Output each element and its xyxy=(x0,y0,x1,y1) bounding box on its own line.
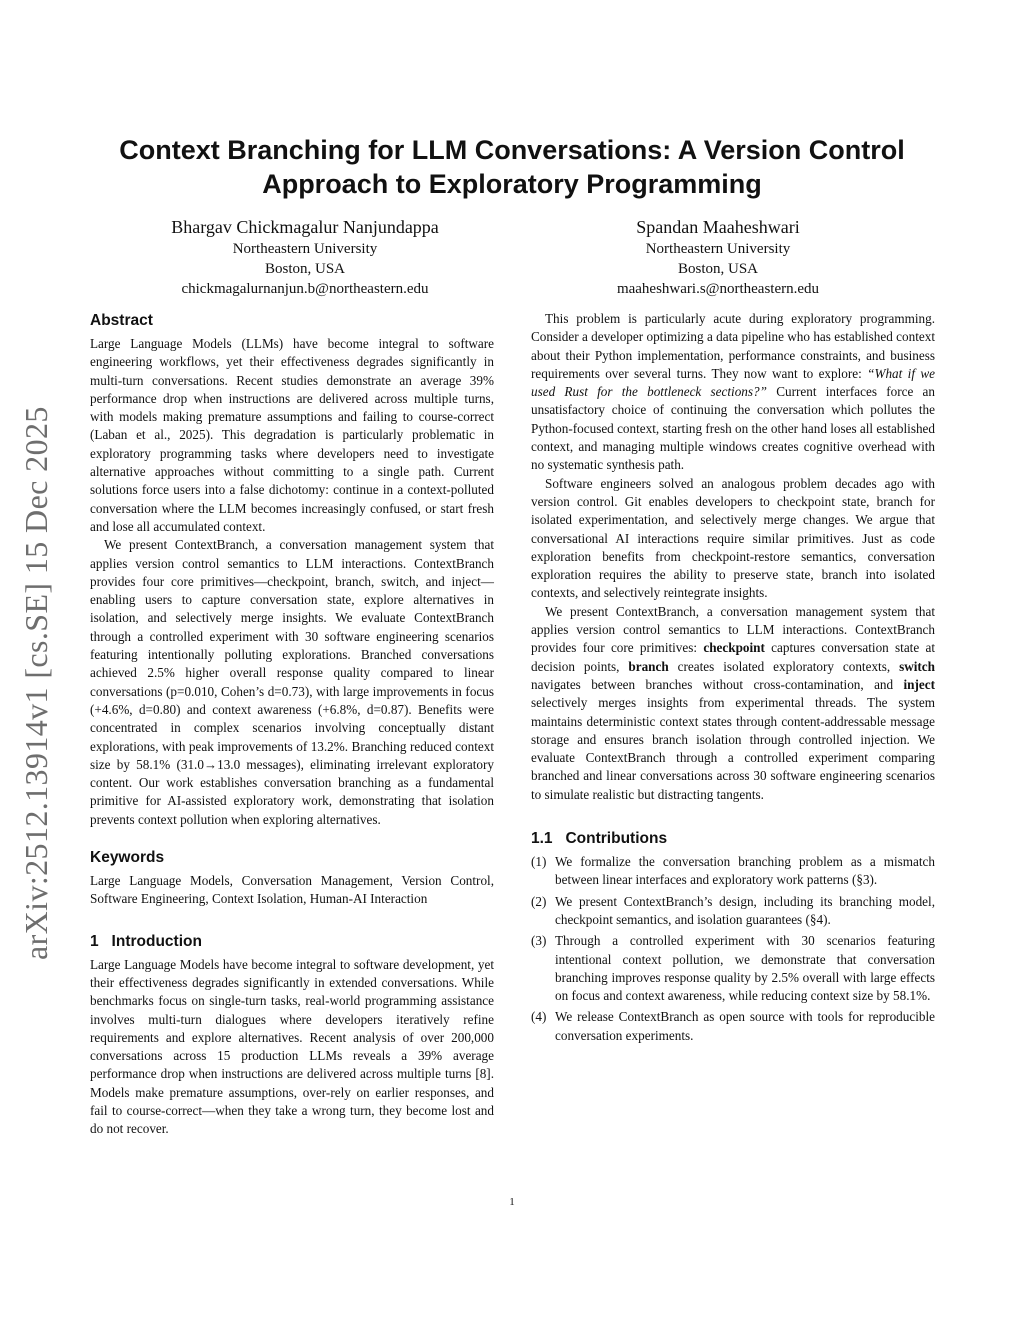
author-block xyxy=(110,215,500,299)
arxiv-identifier-stamp: arXiv:2512.13914v1 [cs.SE] 15 Dec 2025 xyxy=(18,406,54,960)
primitive-keyword: switch xyxy=(899,658,935,674)
keywords-text: Large Language Models, Conversation Management, Version Control, Software Engineering, Context Isolation, Human-AI Interaction xyxy=(90,873,494,907)
primitive-keyword: branch xyxy=(628,658,669,674)
primitive-keyword: checkpoint xyxy=(703,640,765,656)
contributions-heading xyxy=(531,828,935,850)
section-title: Introduction xyxy=(111,932,202,950)
quoted-question: “What if we used Rust for the bottleneck sections?” xyxy=(531,365,935,400)
author-affiliation: Northeastern University xyxy=(232,241,378,257)
right-column xyxy=(531,310,935,1048)
contributions-list xyxy=(531,853,935,1045)
list-item-text: We release ContextBranch as open source with tools for reproducible conversation experiments. xyxy=(555,1009,935,1043)
list-marker: (1) xyxy=(531,854,547,870)
list-item xyxy=(531,932,935,1005)
introduction-paragraph: We present ContextBranch, a conversation management system that applies version control semantics to LLM interactions. ContextBranch provides four core primitives: checkpoint captures conversation state at decision points, branch creates isolated exploratory contexts, switch navigates between branches without cross-contamination, and inject selectively merges insights from experimental threads. The system maintains deterministic context states through content-addressable message storage and ensures branch isolation through controlled injection. We evaluate ContextBranch through a controlled experiment comparing branched and linear conversations across 30 software engineering scenarios to simulate realistic but distracting tangents. xyxy=(531,603,935,802)
introduction-paragraph: Software engineers solved an analogous problem decades ago with version control. Git enables developers to checkpoint state, branch for isolated experimentation, and selectively merge changes. We argue that conversational AI interactions require similar primitives. Just as code exploration benefits from checkpoint-restore semantics, conversation exploration requires the ability to preserve state, branch into isolated contexts, and selectively reintegrate insights. xyxy=(531,475,935,601)
author-name: Spandan Maaheshwari xyxy=(636,217,800,237)
list-marker: (3) xyxy=(531,933,547,949)
keywords-heading: Keywords xyxy=(90,849,165,867)
list-item xyxy=(531,853,935,890)
list-item xyxy=(531,893,935,930)
list-item-text: Through a controlled experiment with 30 scenarios featuring intentional context pollution, we demonstrate that conversation branching improves response quality by 2.5% overall with large effects on focus and context awareness, while reducing context size by 58.1%. xyxy=(555,933,935,1004)
section-title: Contributions xyxy=(565,830,668,848)
abstract-paragraph: We present ContextBranch, a conversation management system that applies version control semantics to LLM interactions. ContextBranch provides four core primitives—checkpoint, branch, switch, and inject—enabling users to capture conversation state, explore alternatives in isolation, and selectively merge insights. We evaluate ContextBranch through a controlled experiment with 30 software engineering scenarios featuring intentionally polluting explorations. Branched conversations achieved 2.5% higher overall response quality compared to linear conversations (p=0.010, Cohen’s d=0.73), with large improvements in focus (+4.6%, d=0.80) and context awareness (+6.8%, d=0.87). Benefits were concentrated in complex scenarios involving conceptually distant explorations, with peak improvements of 13.2%. Branching reduced context size by 58.1% (31.0→13.0 messages), eliminating irrelevant exploratory content. Our work establishes conversation branching as a fundamental primitive for AI-assisted exploratory work, demonstrating that isolation prevents context pollution when exploring alternatives. xyxy=(90,537,494,827)
author-affiliation: Northeastern University xyxy=(645,241,791,257)
author-block xyxy=(580,215,856,299)
section-number: 1.1 xyxy=(531,830,553,848)
list-item-text: We formalize the conversation branching problem as a mismatch between linear interfaces and exploratory work patterns (§3). xyxy=(555,854,935,888)
author-location: Boston, USA xyxy=(677,261,759,277)
introduction-heading xyxy=(90,931,494,953)
page-number: 1 xyxy=(509,1196,515,1208)
section-number: 1 xyxy=(90,932,99,950)
left-column xyxy=(90,310,494,1139)
list-item xyxy=(531,1008,935,1045)
introduction-paragraph: This problem is particularly acute during exploratory programming. Consider a developer optimizing a data pipeline who has established context about their Python implementation, performance constraints, and business requirements over several turns. They now want to explore: “What if we used Rust for the bottleneck sections?” Current interfaces force an unsatisfactory choice of continuing the conversation which pollutes the Python-focused context, starting fresh on the other hand loses all established context, and managing multiple windows creates cognitive overhead with no systematic synthesis path. xyxy=(531,311,935,473)
abstract-heading: Abstract xyxy=(90,312,153,329)
list-marker: (2) xyxy=(531,893,547,909)
paper-title: Context Branching for LLM Conversations: A Version Control Approach to Exploratory Programming xyxy=(119,135,905,199)
author-name: Bhargav Chickmagalur Nanjundappa xyxy=(171,217,439,237)
list-marker: (4) xyxy=(531,1009,547,1025)
author-location: Boston, USA xyxy=(264,261,346,277)
abstract-paragraph: Large Language Models (LLMs) have become integral to software engineering workflows, yet their effectiveness degrades significantly in multi-turn conversations. Recent studies demonstrate an average 39% performance drop when instructions are delivered across multiple turns, with models making premature assumptions and failing to course-correct (Laban et al., 2025). This degradation is particularly problematic in exploratory programming tasks where developers need to investigate alternative approaches without committing to a single path. Current solutions force users into a false dichotomy: continue in a context-polluted conversation where the LLM becomes increasingly confused, or start fresh and lose all accumulated context. xyxy=(90,336,494,534)
introduction-paragraph: Large Language Models have become integral to software development, yet their effectiveness degrades significantly in extended conversations. While benchmarks focus on single-turn tasks, real-world programming assistance involves multi-turn dialogues where developers iteratively refine requirements and explore alternatives. Recent analysis of over 200,000 conversations across 15 production LLMs reveals a 39% average performance drop when instructions are delivered across multiple turns [8]. Models make premature assumptions, over-rely on earlier responses, and fail to course-correct—when they take a wrong turn, they become lost and do not recover. xyxy=(90,956,494,1137)
primitive-keyword: inject xyxy=(903,676,935,692)
list-item-text: We present ContextBranch’s design, including its branching model, checkpoint semantics, and isolation guarantees (§4). xyxy=(555,893,935,927)
author-email: maaheshwari.s@northeastern.edu xyxy=(616,281,820,297)
author-email: chickmagalurnanjun.b@northeastern.edu xyxy=(181,281,429,297)
